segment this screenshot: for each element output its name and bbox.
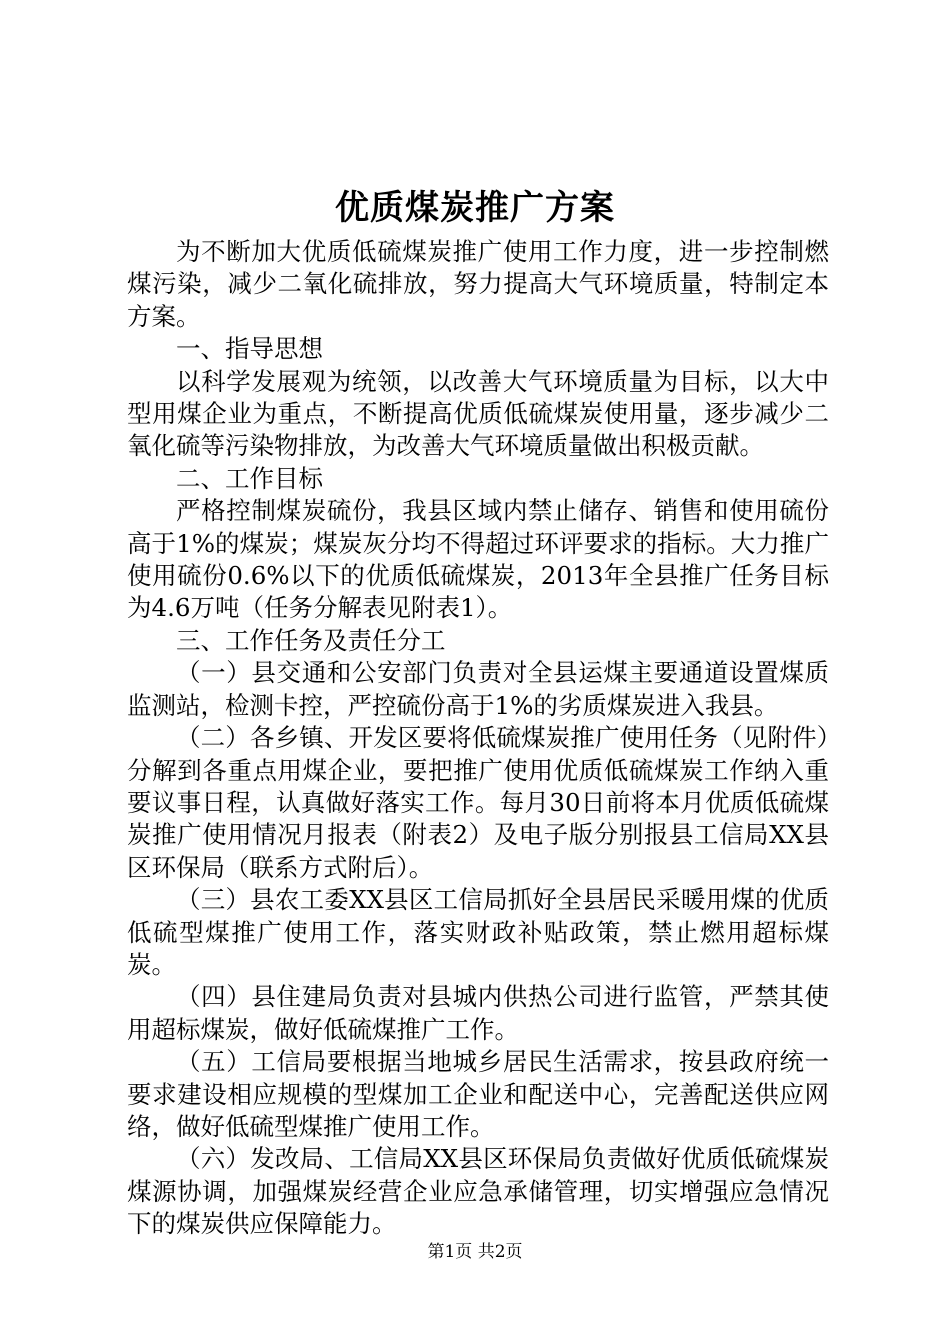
document-title: 优质煤炭推广方案 — [335, 188, 615, 228]
section-heading-tasks-responsibilities: 三、工作任务及责任分工 — [176, 625, 446, 655]
document-body — [127, 236, 829, 1241]
task-item-5: （五）工信局要根据当地城乡居民生活需求，按县政府统一要求建设相应规模的型煤加工企业和配送中心，完善配送供应网络，做好低硫型煤推广使用工作。 — [127, 1047, 829, 1141]
task-item-3: （三）县农工委XX县区工信局抓好全县居民采暖用煤的优质低硫型煤推广使用工作，落实财政补贴政策，禁止燃用超标煤炭。 — [127, 885, 829, 979]
task-item-6: （六）发改局、工信局XX县区环保局负责做好优质低硫煤炭煤源协调，加强煤炭经营企业应急承储管理，切实增强应急情况下的煤炭供应保障能力。 — [127, 1144, 829, 1239]
page-number-footer: 第1页 共2页 — [427, 1242, 523, 1262]
section-heading-work-goals: 二、工作目标 — [176, 463, 323, 493]
task-item-4: （四）县住建局负责对县城内供热公司进行监管，严禁其使用超标煤炭，做好低硫煤推广工作。 — [127, 982, 829, 1044]
section-heading-guiding-ideology: 一、指导思想 — [176, 334, 323, 364]
task-item-2: （二）各乡镇、开发区要将低硫煤炭推广使用任务（见附件）分解到各重点用煤企业，要把推广使用优质低硫煤炭工作纳入重要议事日程，认真做好落实工作。每月30日前将本月优质低硫煤炭推广使用情况月报表（附表2）及电子版分别报县工信局XX县区环保局（联系方式附后）。 — [127, 723, 829, 882]
paragraph-work-goals: 严格控制煤炭硫份，我县区域内禁止储存、销售和使用硫份高于1%的煤炭；煤炭灰分均不得超过环评要求的指标。大力推广使用硫份0.6%以下的优质低硫煤炭，2013年全县推广任务目标为4.6万吨（任务分解表见附表1）。 — [127, 496, 829, 623]
paragraph-guiding-ideology: 以科学发展观为统领，以改善大气环境质量为目标，以大中型用煤企业为重点，不断提高优质低硫煤炭使用量，逐步减少二氧化硫等污染物排放，为改善大气环境质量做出积极贡献。 — [127, 366, 829, 461]
intro-paragraph: 为不断加大优质低硫煤炭推广使用工作力度，进一步控制燃煤污染，减少二氧化硫排放，努力提高大气环境质量，特制定本方案。 — [127, 237, 829, 331]
task-item-1: （一）县交通和公安部门负责对全县运煤主要通道设置煤质监测站，检测卡控，严控硫份高于1%的劣质煤炭进入我县。 — [127, 658, 829, 720]
